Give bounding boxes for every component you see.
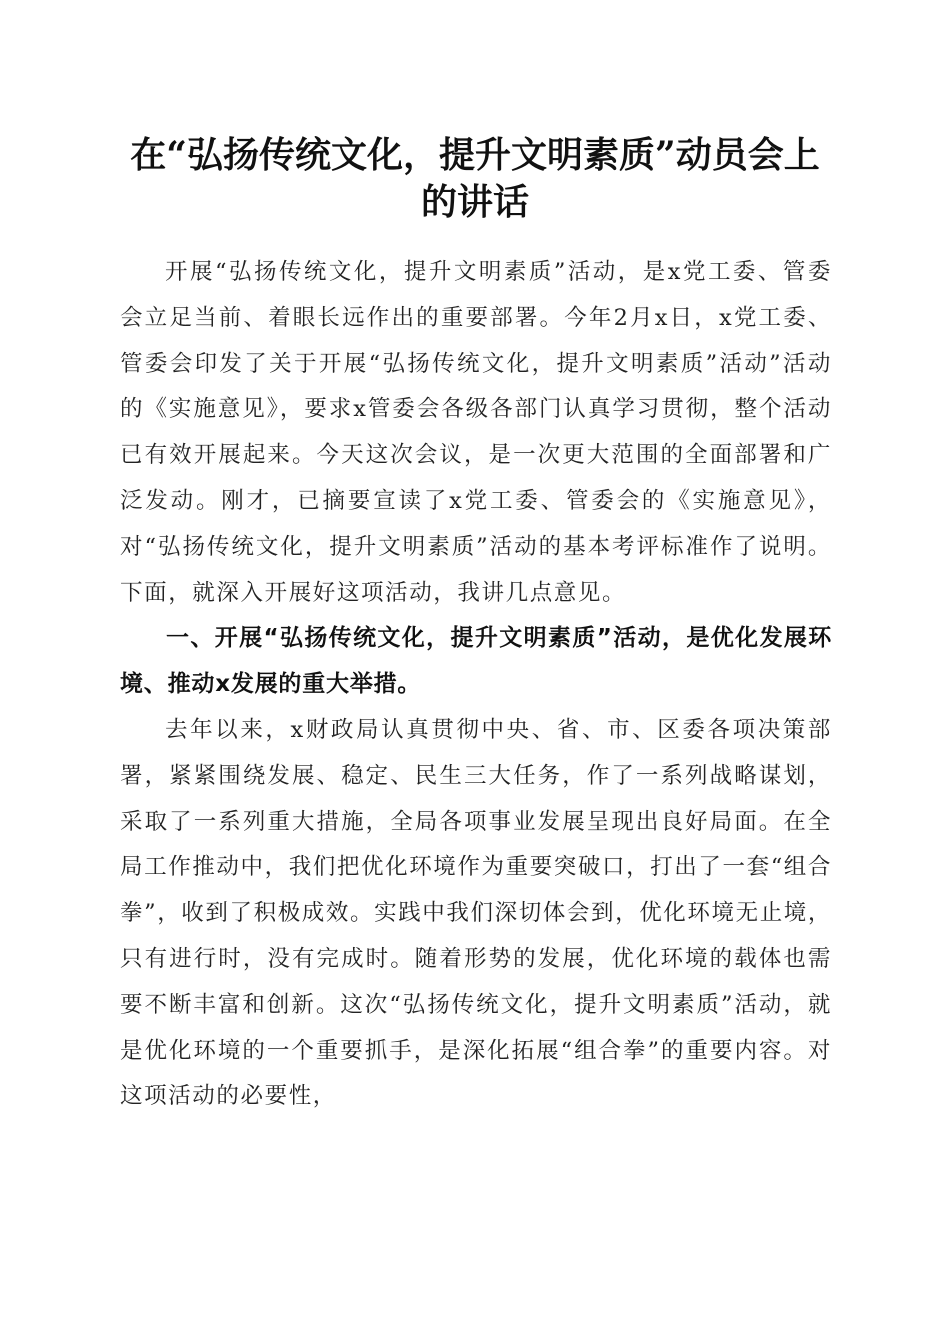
intro-paragraph: 开展“弘扬传统文化，提升文明素质”活动，是x党工委、管委会立足当前、着眼长远作出的重要部署。今年2月x日，x党工委、管委会印发了关于开展“弘扬传统文化，提升文明素质”活动”活动的《实施意见》，要求x管委会各级各部门认真学习贯彻，整个活动已有效开展起来。今天这次会议，是一次更大范围的全面部署和广泛发动。刚才，已摘要宣读了x党工委、管委会的《实施意见》，对“弘扬传统文化，提升文明素质”活动的基本考评标准作了说明。下面，就深入开展好这项活动，我讲几点意见。 (120, 259, 832, 606)
title-line-2: 的讲话 (420, 181, 529, 223)
section-1-paragraph: 去年以来，x财政局认真贯彻中央、省、市、区委各项决策部署，紧紧围绕发展、稳定、民生三大任务，作了一系列战略谋划，采取了一系列重大措施，全局各项事业发展呈现出良好局面。在全局工作推动中，我们把优化环境作为重要突破口，打出了一套“组合拳”，收到了积极成效。实践中我们深切体会到，优化环境无止境，只有进行时，没有完成时。随着形势的发展，优化环境的载体也需要不断丰富和创新。这次“弘扬传统文化，提升文明素质”活动，就是优化环境的一个重要抓手，是深化拓展“组合拳”的重要内容。对这项活动的必要性， (120, 716, 833, 1110)
document-body (120, 250, 832, 1120)
document-title (110, 132, 840, 226)
title-line-1: 在“弘扬传统文化，提升文明素质”动员会上 (130, 134, 820, 176)
section-heading-1: 一、开展“弘扬传统文化，提升文明素质”活动，是优化发展环境、推动x发展的重大举措。 (120, 625, 832, 698)
